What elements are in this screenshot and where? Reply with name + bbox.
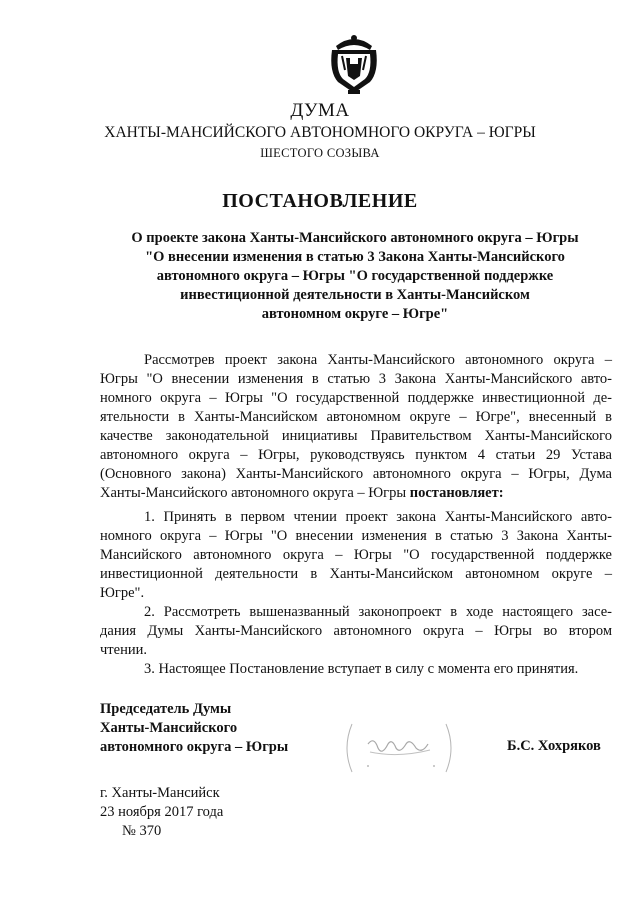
preamble-line: Ханты-Мансийского автономного округа – Югры [100,485,407,501]
signatory-name: Б.С. Хохряков [507,738,601,754]
preamble-line: Югры "О внесении изменения в статью 3 Закона Ханты-Мансийского авто- [100,371,612,387]
preamble-paragraph [100,351,612,503]
okrug-title: ХАНТЫ-МАНСИЙСКОГО АВТОНОМНОГО ОКРУГА – ЮГРЫ [104,124,536,141]
position-line: Ханты-Мансийского [100,720,238,736]
subject-line: автономного округа – Югры "О государственной поддержке [156,268,554,284]
item-line: дания Думы Ханты-Мансийского автономного округа – Югры во втором [100,623,612,639]
item-line: 1. Принять в первом чтении проект закона Ханты-Мансийского авто- [144,509,612,525]
signatory-position [100,700,288,757]
preamble-last-line [100,484,612,503]
item-line: 2. Рассмотреть вышеназванный законопроект в ходе настоящего засе- [144,604,612,620]
document-subject [100,229,610,324]
handwritten-signature [338,714,460,780]
subject-line: О проекте закона Ханты-Мансийского автономного округа – Югры [131,230,579,246]
item-line: 3. Настоящее Постановление вступает в силу с момента его принятия. [144,661,579,677]
decree-word: постановляет: [409,485,504,501]
preamble-line: (Основного закона) Ханты-Мансийского автономного округа – Югры, Дума [100,466,612,482]
duma-title: ДУМА [290,100,350,121]
position-line: автономного округа – Югры [100,739,289,755]
item-line: инвестиционной деятельности в Ханты-Мансийском автономном округе – [100,566,612,582]
item-line: Мансийского автономного округа – Югры "О государственной поддержке [100,547,612,563]
item-line: чтении. [100,642,147,658]
document-number: № 370 [122,823,162,839]
preamble-line: автономного округа – Югры, руководствуясь пунктом 4 статьи 29 Устава [100,447,612,463]
date: 23 ноября 2017 года [100,804,224,820]
preamble-line: номного округа – Югры "О государственной поддержке инвестиционной де- [100,390,612,406]
city: г. Ханты-Мансийск [100,785,220,801]
document-footer [100,784,223,841]
subject-line: автономном округе – Югре" [261,306,449,322]
decree-items [100,508,612,679]
item-line: Югре". [100,585,145,601]
preamble-line: ятельности в Ханты-Мансийском автономном округе – Югре", внесенный в [100,409,612,425]
subject-line: "О внесении изменения в статью 3 Закона Ханты-Мансийского [145,249,565,265]
document-type: ПОСТАНОВЛЕНИЕ [222,190,418,212]
convocation-title: ШЕСТОГО СОЗЫВА [260,146,380,160]
item-line: номного округа – Югры "О внесении изменения в статью 3 Закона Ханты- [100,528,612,544]
coat-of-arms-icon [326,30,382,96]
preamble-line: качестве законодательной инициативы Правительством Ханты-Мансийского [100,428,612,444]
subject-line: инвестиционной деятельности в Ханты-Мансийском [180,287,530,303]
preamble-line: Рассмотрев проект закона Ханты-Мансийского автономного округа – [144,352,612,368]
position-line: Председатель Думы [100,701,232,717]
